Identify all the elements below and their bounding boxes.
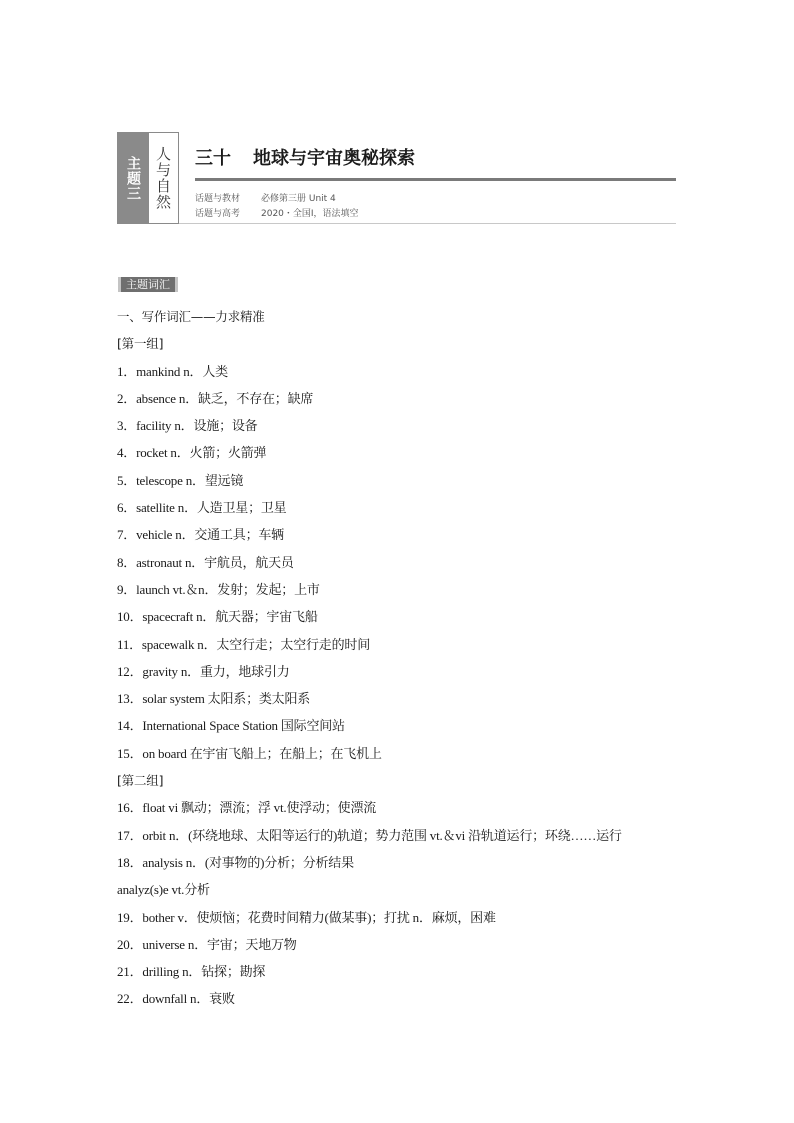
vocab-item: 18．analysis n．(对事物的)分析；分析结果 xyxy=(117,854,354,870)
vocab-item: 5．telescope n．望远镜 xyxy=(117,472,244,488)
title-divider xyxy=(195,178,676,181)
theme-badge xyxy=(117,132,149,224)
vocab-item: 22．downfall n．衰败 xyxy=(117,991,235,1007)
theme-badge-label: 主题三 xyxy=(125,155,141,201)
vocab-item: 10．spacecraft n．航天器；宇宙飞船 xyxy=(117,609,318,625)
vocab-item: 16．float vi 飘动；漂流；浮 vt.使浮动；使漂流 xyxy=(117,800,377,816)
meta-key: 话题与高考 xyxy=(195,209,241,219)
vocab-item: 20．universe n．宇宙；天地万物 xyxy=(117,936,297,952)
vocab-item: 21．drilling n．钻探；勘探 xyxy=(117,964,266,980)
meta-value: 必修第三册 Unit 4 xyxy=(261,194,336,204)
meta-textbook xyxy=(195,191,336,204)
vocab-item: 13．solar system 太阳系；类太阳系 xyxy=(117,691,311,707)
header-divider xyxy=(179,223,676,224)
theme-subtitle-label: 人与自然 xyxy=(154,146,172,210)
vocab-item: 1．mankind n．人类 xyxy=(117,363,228,379)
vocab-item: analyz(s)e vt.分析 xyxy=(117,882,210,898)
theme-subtitle-badge xyxy=(149,132,179,224)
topic-header xyxy=(117,132,676,224)
vocab-item: 2．absence n．缺乏，不存在；缺席 xyxy=(117,390,314,406)
group-label: [第一组] xyxy=(117,336,164,352)
vocab-item: 17．orbit n．(环绕地球、太阳等运行的)轨道；势力范围 vt.＆vi 沿轨道运行；环绕……运行 xyxy=(117,827,622,843)
vocab-item: 3．facility n．设施；设备 xyxy=(117,418,258,434)
vocab-item: 15．on board 在宇宙飞船上；在船上；在飞机上 xyxy=(117,745,382,761)
group-label: [第二组] xyxy=(117,773,164,789)
vocab-item: 11．spacewalk n．太空行走；太空行走的时间 xyxy=(117,636,371,652)
vocab-item: 9．launch vt.＆n．发射；发起；上市 xyxy=(117,581,320,597)
vocab-item: 19．bother v．使烦恼；花费时间精力(做某事)；打扰 n．麻烦，困难 xyxy=(117,909,496,925)
page-title xyxy=(195,144,415,170)
vocab-list xyxy=(117,303,687,1013)
topic-name: 地球与宇宙奥秘探索 xyxy=(253,148,415,169)
meta-exam xyxy=(195,206,359,219)
vocab-item: 12．gravity n．重力，地球引力 xyxy=(117,663,290,679)
meta-value: 2020・全国Ⅰ，语法填空 xyxy=(261,209,359,219)
vocab-item: 14．International Space Station 国际空间站 xyxy=(117,718,345,734)
section-tag: 主题词汇 xyxy=(118,277,178,292)
section-heading: 一、写作词汇——力求精准 xyxy=(117,309,265,324)
topic-number: 三十 xyxy=(195,148,231,169)
vocab-item: 6．satellite n．人造卫星；卫星 xyxy=(117,500,287,516)
vocab-item: 8．astronaut n．宇航员，航天员 xyxy=(117,554,294,570)
vocab-item: 4．rocket n．火箭；火箭弹 xyxy=(117,445,267,461)
meta-key: 话题与教材 xyxy=(195,194,241,204)
vocab-item: 7．vehicle n．交通工具；车辆 xyxy=(117,527,284,543)
